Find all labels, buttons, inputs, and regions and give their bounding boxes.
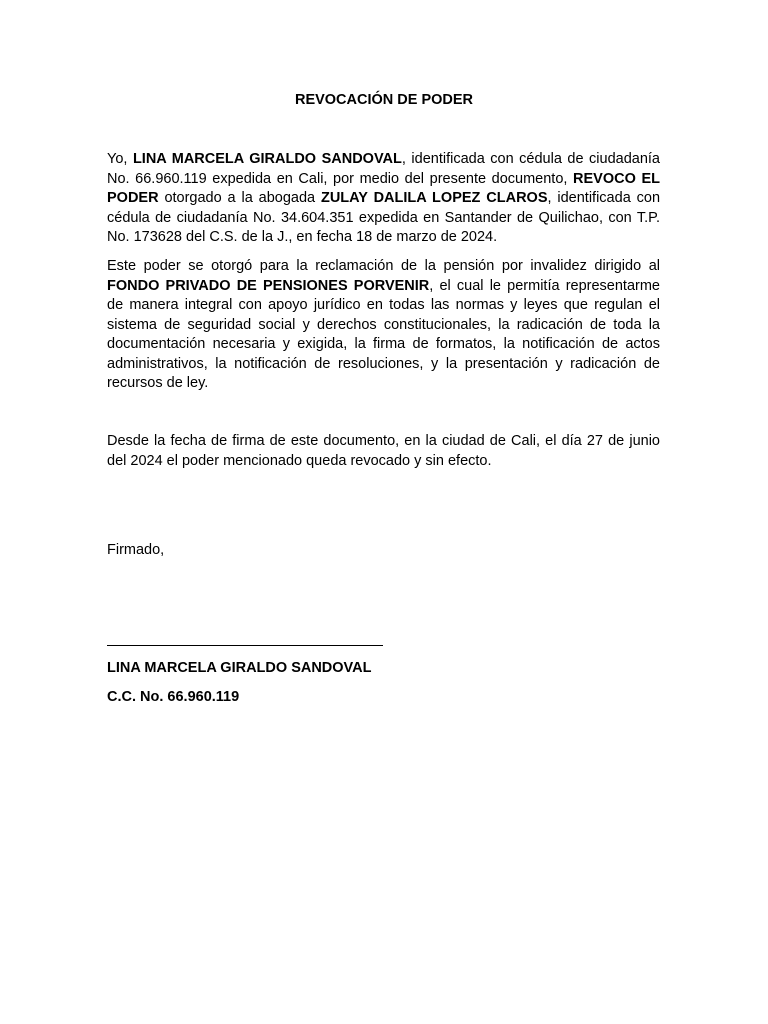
p1-text-4: , identificada con cédula de ciudadanía No. 34.604.351 expedida en Santander de Quilichao, con T.P. No. 173628 del C.S. de la J., en fecha 18 de marzo de 2024.	[107, 190, 661, 245]
closing-text: Firmado,	[107, 542, 165, 558]
p1-text-1: Yo,	[107, 151, 133, 167]
p1-revoke-statement: REVOCO EL PODER	[107, 170, 660, 206]
paragraph-effective-date: Desde la fecha de firma de este documento, en la ciudad de Cali, el día 27 de junio del 2024 el poder mencionado queda revocado y sin efecto.	[107, 433, 660, 469]
p2-text-1: Este poder se otorgó para la reclamación de la pensión por invalidez dirigido al	[107, 258, 660, 274]
p1-attorney-name: ZULAY DALILA LOPEZ CLAROS	[320, 190, 548, 206]
signatory-id: C.C. No. 66.960.119	[107, 689, 240, 705]
p2-text-2: , el cual le permitía representarme de manera integral con apoyo jurídico en todas las normas y leyes que regulan el sistema de seguridad social y derechos constitucionales, la radicación de toda la documentación necesaria y exigida, la firma de formatos, la notificación de actos administrativos, la notificación de resoluciones, y la presentación y radicación de recursos de ley.	[107, 277, 660, 391]
p2-fund-name: FONDO PRIVADO DE PENSIONES PORVENIR	[107, 277, 430, 294]
paragraph-revocation	[107, 150, 660, 248]
p1-grantor-name: LINA MARCELA GIRALDO SANDOVAL	[132, 151, 402, 167]
document-title: REVOCACIÓN DE PODER	[294, 92, 474, 108]
signatory-name: LINA MARCELA GIRALDO SANDOVAL	[107, 660, 372, 676]
p1-text-2: , identificada con cédula de ciudadanía No. 66.960.119 expedida en Cali, por medio del presente documento,	[107, 151, 660, 187]
signature-line	[107, 645, 383, 646]
paragraph-scope	[107, 257, 660, 394]
p1-text-3: otorgado a la abogada	[158, 190, 321, 206]
